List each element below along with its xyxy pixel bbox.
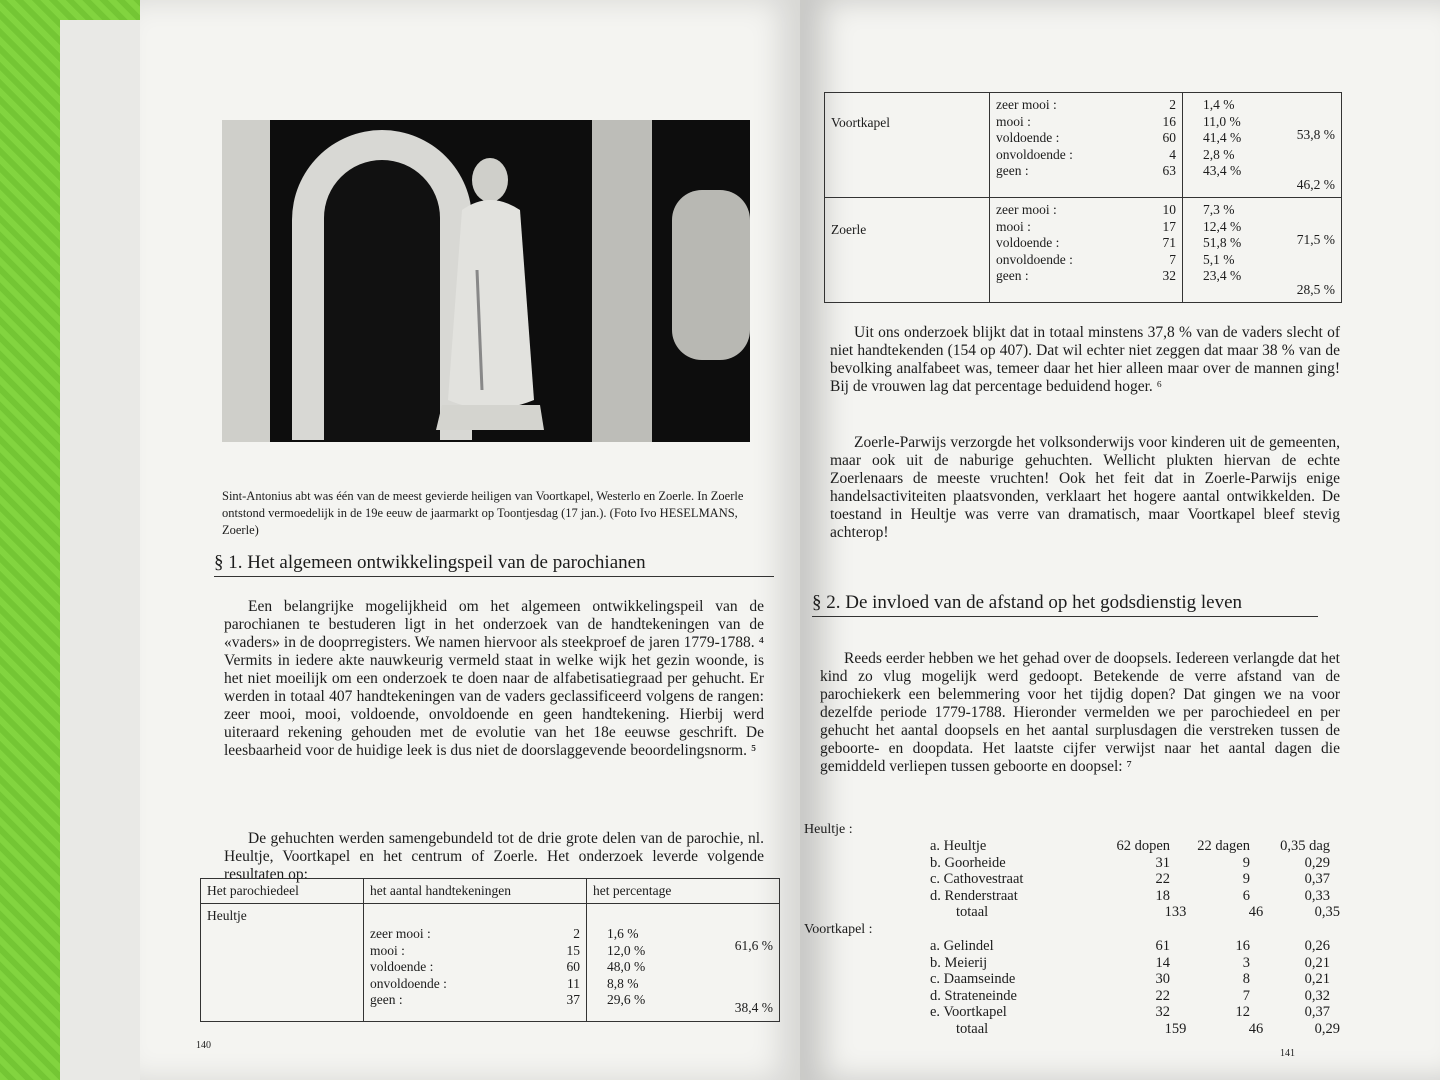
voortkapel-sum-good: 53,8 % [1296, 127, 1335, 142]
surplus-days: 3 [1242, 954, 1250, 971]
signature-percentage: 43,4 % [1203, 163, 1242, 178]
baptism-count: 14 [1155, 954, 1170, 971]
section-2-heading: § 2. De invloed van de afstand op het godsdienstig leven [812, 592, 1318, 617]
saint-statue-icon [422, 150, 552, 430]
voortkapel-baptism-table [930, 938, 1340, 1037]
signature-percentage: 48,0 % [607, 959, 646, 974]
col-header-aantal: het aantal handtekeningen [364, 879, 587, 904]
zoerle-name: Zoerle [825, 198, 990, 303]
surplus-days: 9 [1242, 854, 1250, 871]
signature-row [996, 147, 1176, 164]
signature-row [996, 130, 1176, 147]
surplus-days: 7 [1242, 987, 1250, 1004]
signature-row [996, 114, 1176, 131]
paragraph-4: Zoerle-Parwijs verzorgde het volksonderwijs voor kinderen uit de gemeenten, maar ook uit de naburige gehuchten. Wellicht plukten hiervan de echte Zoerlenaars de meeste vruchten! Ook het feit dat in Zoerle-Parwijs enige handelsactiviteiten plaatsvonden, verklaart het hogere aantal ontwikkelden. De toestand in Heultje was verre van dramatisch, maar Voortkapel bleef stevig achterop! [830, 434, 1340, 541]
signature-percentage: 7,3 % [1203, 202, 1235, 217]
zoerle-sum-good: 71,5 % [1296, 232, 1335, 247]
baptism-count: 18 [1155, 887, 1170, 904]
baptism-count: 22 [1155, 987, 1170, 1004]
signature-row [996, 268, 1176, 285]
page-number-right: 141 [1280, 1048, 1295, 1059]
signature-category: voldoende : [370, 959, 434, 974]
paragraph-1: Een belangrijke mogelijkheid om het algemeen ontwikkelingspeil van de parochianen te bestuderen ligt in het onderzoek van de handtekeningen van de «vaders» in de dooprregisters. We namen hiervoor als steekproef de jaren 1779-1788. ⁴ Vermits in iedere akte nauwkeurig vermeld staat in welke wijk het gezin woonde, is het niet moeilijk om een onderzoek te doen naar de alfabetisatiegraad per gehucht. Er werden in totaal 407 handtekeningen van de vaders geclassificeerd volgens de rangen: zeer mooi, mooi, voldoende, onvoldoende en geen handtekening. Hierbij werd uiteraard rekening gehouden met de evolutie van het 18e eeuwse geschrift. De leesbaarheid voor de huidige leek is dus niet de doorslaggevende beoordelingsnorm. ⁵ [224, 598, 764, 759]
left-page [140, 0, 800, 1080]
surplus-days: 9 [1242, 871, 1250, 887]
baptism-row [930, 971, 1340, 988]
signature-percentage: 12,0 % [607, 942, 646, 958]
average-days: 0,29 [1304, 854, 1330, 871]
surplus-days: 46 [1248, 904, 1264, 920]
signature-row [370, 943, 580, 960]
signature-category: geen : [996, 268, 1029, 283]
baptism-count: 32 [1155, 1004, 1170, 1020]
hamlet-name: totaal [956, 1020, 989, 1037]
section-1-heading: § 1. Het algemeen ontwikkelingspeil van de parochianen [214, 552, 774, 577]
surplus-days: 6 [1242, 887, 1250, 904]
signature-category: mooi : [996, 113, 1031, 129]
heultje-sum-bad: 38,4 % [734, 1000, 773, 1015]
signature-count: 32 [1162, 268, 1176, 283]
signature-percentage: 11,0 % [1203, 113, 1241, 129]
signature-category: zeer mooi : [996, 202, 1057, 217]
signature-count: 16 [1162, 113, 1176, 129]
signature-percentage: 41,4 % [1203, 130, 1242, 145]
zoerle-counts [996, 202, 1176, 285]
baptism-row [930, 955, 1340, 972]
hamlet-name: a. Heultje [930, 838, 987, 854]
heultje-sum-good: 61,6 % [734, 938, 773, 953]
average-days: 0,37 [1304, 871, 1330, 887]
average-days: 0,35 dag [1280, 838, 1330, 854]
zoerle-sum-bad: 28,5 % [1296, 282, 1335, 297]
page-number-left: 140 [196, 1040, 211, 1051]
signature-count: 15 [566, 942, 580, 958]
signature-category: onvoldoende : [996, 146, 1073, 162]
surplus-days: 46 [1248, 1020, 1264, 1037]
baptism-row [930, 938, 1340, 955]
results-table-voortkapel-zoerle [824, 92, 1342, 303]
zoerle-percentages [1189, 202, 1241, 298]
signature-count: 60 [566, 959, 580, 974]
signature-count: 4 [1169, 146, 1176, 162]
signature-count: 60 [1162, 130, 1176, 145]
signature-row [996, 97, 1176, 114]
signature-count: 71 [1162, 235, 1176, 250]
signature-category: onvoldoende : [370, 975, 447, 991]
voortkapel-group-label: Voortkapel : [804, 922, 873, 937]
hamlet-name: e. Voortkapel [930, 1004, 1007, 1020]
signature-percentage: 23,4 % [1203, 268, 1242, 283]
signature-percentage: 5,1 % [1203, 251, 1235, 267]
signature-row [370, 959, 580, 976]
heultje-group-label: Heultje : [804, 822, 853, 837]
signature-count: 11 [567, 975, 580, 991]
voortkapel-name: Voortkapel [825, 93, 990, 198]
signature-percentage: 12,4 % [1203, 218, 1242, 234]
heultje-counts [370, 908, 580, 1009]
hamlet-name: b. Goorheide [930, 854, 1006, 871]
baptism-count: 133 [1164, 904, 1187, 920]
statue-photo [222, 120, 750, 442]
signature-count: 2 [573, 926, 580, 941]
hamlet-name: b. Meierij [930, 954, 988, 971]
baptism-count: 30 [1155, 971, 1170, 987]
signature-category: mooi : [370, 942, 405, 958]
signature-category: voldoende : [996, 235, 1060, 250]
baptism-row [930, 838, 1340, 855]
voortkapel-percentages [1189, 97, 1241, 193]
signature-category: onvoldoende : [996, 251, 1073, 267]
signature-row [370, 976, 580, 993]
signature-category: zeer mooi : [370, 926, 431, 941]
signature-row [370, 992, 580, 1009]
heultje-percentages [593, 908, 645, 1016]
voortkapel-sum-bad: 46,2 % [1296, 177, 1335, 192]
signature-row [996, 163, 1176, 180]
signature-count: 63 [1162, 163, 1176, 178]
signature-percentage: 1,4 % [1203, 97, 1235, 112]
heultje-name: Heultje [201, 904, 364, 1022]
signature-category: mooi : [996, 218, 1031, 234]
average-days: 0,26 [1304, 938, 1330, 954]
average-days: 0,32 [1304, 987, 1330, 1004]
baptism-row [930, 888, 1340, 905]
signature-percentage: 1,6 % [607, 926, 639, 941]
pillar-left [222, 120, 270, 442]
surplus-days: 16 [1235, 938, 1250, 954]
baptism-row [930, 988, 1340, 1005]
voortkapel-counts [996, 97, 1176, 180]
baptism-count: 159 [1164, 1020, 1187, 1037]
photo-caption: Sint-Antonius abt was één van de meest gevierde heiligen van Voortkapel, Westerlo en Zoerle. In Zoerle ontstond vermoedelijk in de 19e eeuw de jaarmarkt op Toontjesdag (17 jan.). (Foto Ivo HESELMANS, Zoerle) [222, 489, 744, 537]
signature-row [370, 926, 580, 943]
signature-percentage: 8,8 % [607, 975, 639, 991]
signature-category: geen : [996, 163, 1029, 178]
baptism-count: 31 [1155, 854, 1170, 871]
signature-percentage: 29,6 % [607, 992, 646, 1007]
signature-row [996, 219, 1176, 236]
average-days: 0,37 [1304, 1004, 1330, 1020]
surplus-days: 12 [1235, 1004, 1250, 1020]
average-days: 0,29 [1314, 1020, 1340, 1037]
paragraph-3: Uit ons onderzoek blijkt dat in totaal minstens 37,8 % van de vaders slecht of niet handtekenden (154 op 407). Dat wil echter niet zeggen dat maar 38 % van de bevolking analfabeet was, temeer daar het hier alleen maar over de mannen ging! Bij de vrouwen lag dat percentage beduidend hoger. ⁶ [830, 324, 1340, 395]
signature-percentage: 2,8 % [1203, 146, 1235, 162]
paragraph-5: Reeds eerder hebben we het gehad over de doopsels. Iedereen verlangde dat het kind zo vlug mogelijk werd gedoopt. Betekende de verre afstand van de parochiekerk een belemmering voor het tijdig dopen? Dat gingen we na voor dezelfde periode 1779-1788. Hieronder vermelden we per parochiedeel en per gehucht het aantal doopsels en het aantal surplusdagen die verstreken tussen de geboorte- en doopdata. Het laatste cijfer verwijst naar het aantal dagen die gemiddeld verliepen tussen geboorte en doopsel: ⁷ [820, 650, 1340, 775]
signature-count: 37 [566, 992, 580, 1007]
ornament [672, 190, 750, 360]
baptism-count: 61 [1155, 938, 1170, 954]
signature-row [996, 202, 1176, 219]
signature-count: 10 [1162, 202, 1176, 217]
signature-percentage: 51,8 % [1203, 235, 1242, 250]
hamlet-name: a. Gelindel [930, 938, 994, 954]
hamlet-name: d. Strateneinde [930, 987, 1017, 1004]
baptism-row [930, 871, 1340, 888]
signature-count: 17 [1162, 218, 1176, 234]
signature-category: voldoende : [996, 130, 1060, 145]
signature-row [996, 235, 1176, 252]
hamlet-name: d. Renderstraat [930, 887, 1018, 904]
signature-category: zeer mooi : [996, 97, 1057, 112]
baptism-row [930, 1004, 1340, 1021]
baptism-row [930, 1021, 1340, 1038]
paragraph-2: De gehuchten werden samengebundeld tot de drie grote delen van de parochie, nl. Heultje, Voortkapel en het centrum of Zoerle. Het onderzoek leverde volgende resultaten op: [224, 830, 764, 883]
signature-count: 7 [1169, 251, 1176, 267]
baptism-row [930, 855, 1340, 872]
hamlet-name: c. Daamseinde [930, 971, 1016, 987]
baptism-row [930, 904, 1340, 921]
results-table-heultje [200, 878, 780, 1022]
pillar-right [592, 120, 652, 442]
average-days: 0,21 [1304, 954, 1330, 971]
average-days: 0,21 [1304, 971, 1330, 987]
right-page [800, 0, 1440, 1080]
average-days: 0,33 [1304, 887, 1330, 904]
hamlet-name: totaal [956, 904, 989, 920]
signature-category: geen : [370, 992, 403, 1007]
signature-row [996, 252, 1176, 269]
surplus-days: 22 dagen [1197, 838, 1250, 854]
surplus-days: 8 [1242, 971, 1250, 987]
baptism-count: 62 dopen [1116, 838, 1170, 854]
heultje-baptism-table [930, 838, 1340, 921]
signature-count: 2 [1169, 97, 1176, 112]
average-days: 0,35 [1314, 904, 1340, 920]
col-header-parochiedeel: Het parochiedeel [201, 879, 364, 904]
baptism-count: 22 [1155, 871, 1170, 887]
col-header-percentage: het percentage [587, 879, 780, 904]
hamlet-name: c. Cathovestraat [930, 871, 1024, 887]
